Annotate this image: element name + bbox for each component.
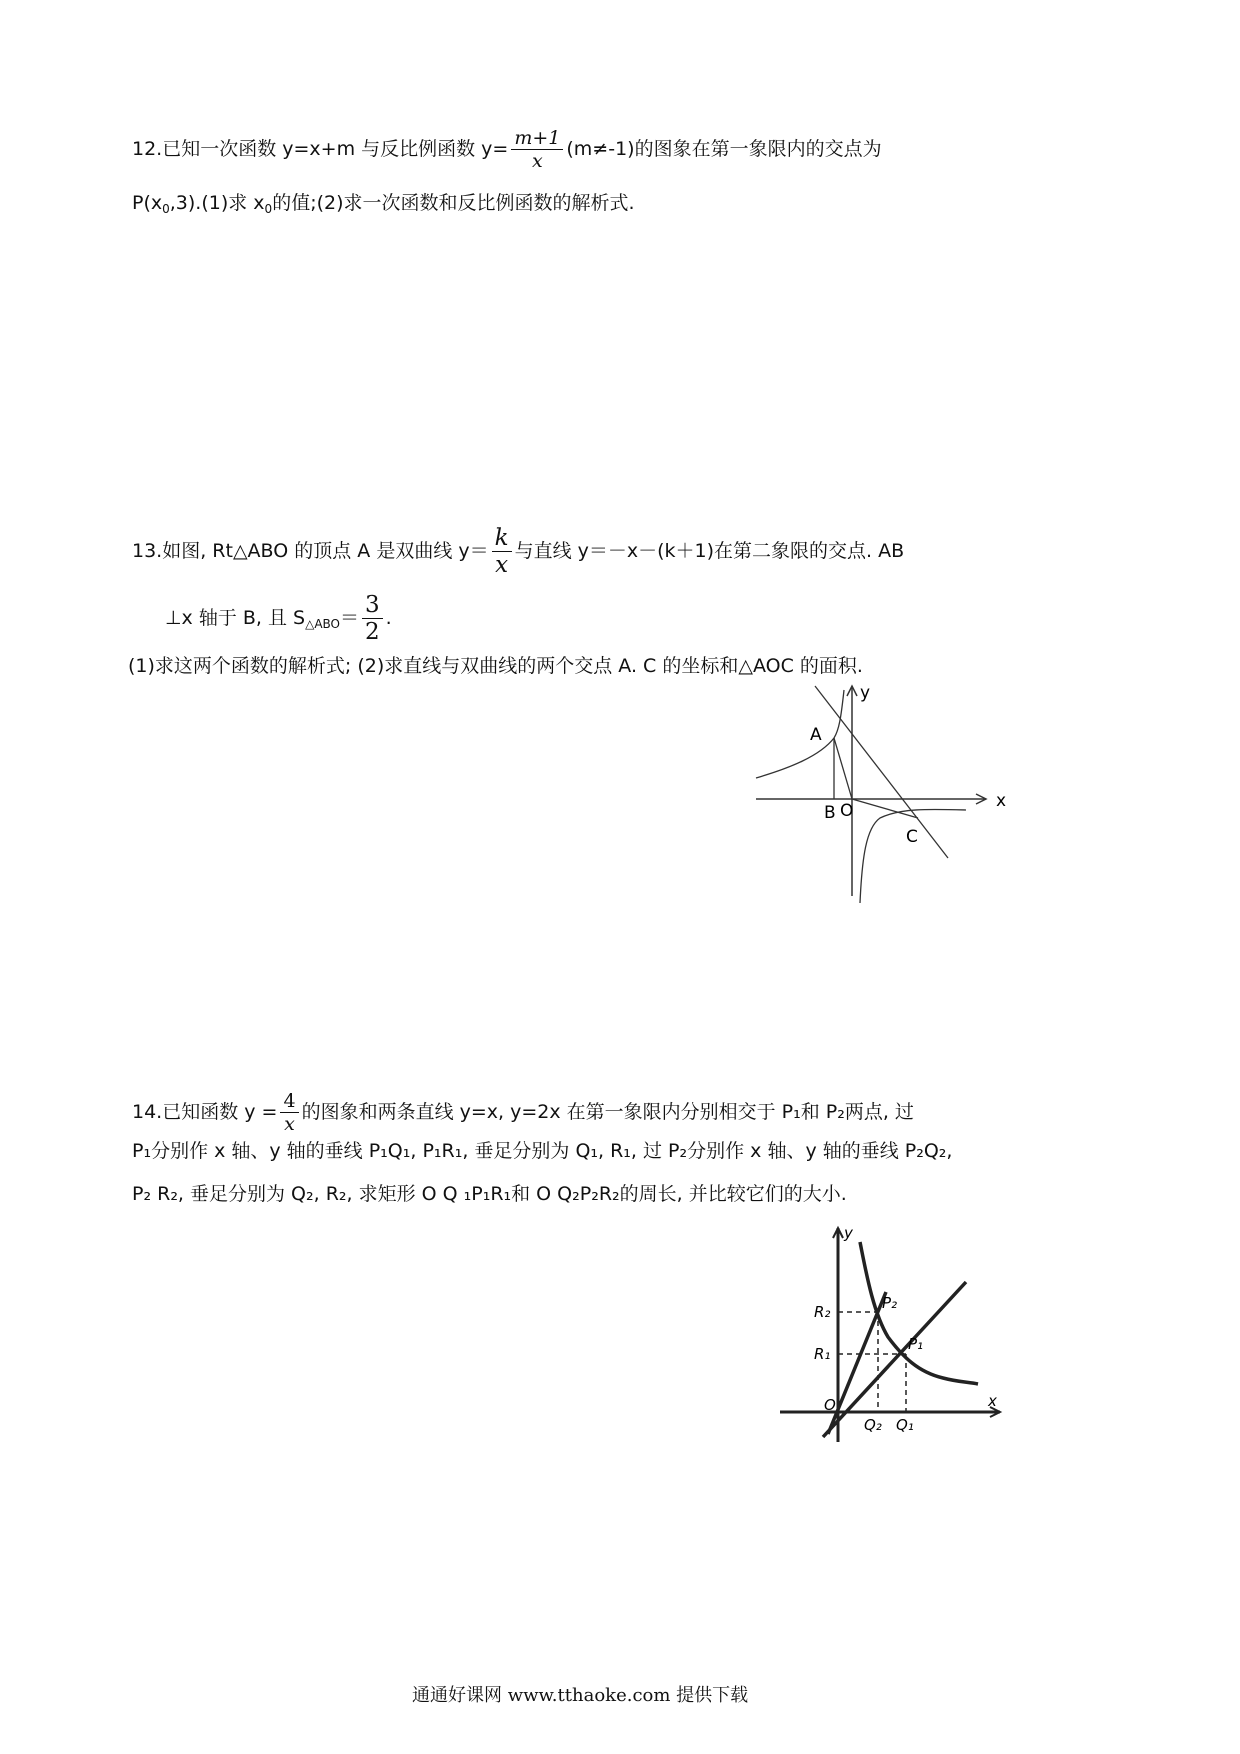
q14-line1 (132, 1090, 914, 1135)
q13-segment-AO (834, 738, 852, 799)
q13-frac2-numerator: 3 (362, 592, 383, 619)
q14-figure (778, 1222, 1018, 1452)
q13-text-a: 13.如图, Rt△ABO 的顶点 A 是双曲线 y＝ (132, 540, 489, 562)
q13-label-B: B (824, 803, 836, 823)
q14-label-x: x (988, 1392, 997, 1410)
q13-fraction (492, 525, 512, 578)
q13-hyperbola-right (860, 809, 966, 903)
footer-source: 通通好课网 www.tthaoke.com 提供下载 (412, 1685, 749, 1706)
q13-figure (740, 678, 1020, 908)
q12-text-a: 12.已知一次函数 y=x+m 与反比例函数 y= (132, 138, 509, 160)
q13-line1 (132, 525, 904, 578)
q13-label-y: y (860, 683, 871, 703)
q12-fraction (511, 127, 563, 172)
q13-text-d: ＝ (340, 607, 360, 629)
q12-text-e: 的值;(2)求一次函数和反比例函数的解析式. (272, 192, 635, 214)
q14-line2: P₁分别作 x 轴、y 轴的垂线 P₁Q₁, P₁R₁, 垂足分别为 Q₁, R₁, 过 P₂分别作 x 轴、y 轴的垂线 P₂Q₂, (132, 1140, 953, 1162)
q13-frac2-denominator: 2 (365, 619, 380, 645)
q12-line2 (132, 190, 635, 222)
q14-line3: P₂ R₂, 垂足分别为 Q₂, R₂, 求矩形 O Q ₁P₁R₁和 O Q₂P₂R₂的周长, 并比较它们的大小. (132, 1183, 847, 1205)
q12-text-c: P(x (132, 192, 163, 214)
q12-sub: 0 (162, 202, 170, 216)
q13-sub: △ABO (305, 617, 340, 631)
q13-label-C: C (906, 827, 918, 847)
q13-line3: (1)求这两个函数的解析式; (2)求直线与双曲线的两个交点 A. C 的坐标和△AOC 的面积. (128, 655, 863, 677)
q12-text-d: ,3).(1)求 x (169, 192, 265, 214)
q12-frac-denominator: x (532, 150, 543, 172)
q12-text-b: (m≠-1)的图象在第一象限内的交点为 (566, 138, 882, 160)
q13-frac-denominator: x (495, 552, 509, 578)
q12-frac-numerator: m+1 (511, 127, 563, 150)
q14-label-R2: R₂ (814, 1303, 831, 1321)
q13-line2 (165, 592, 392, 645)
q14-text-b: 的图象和两条直线 y=x, y=2x 在第一象限内分别相交于 P₁和 P₂两点, 过 (301, 1101, 914, 1123)
q13-label-O: O (840, 801, 854, 821)
q13-frac-numerator: k (492, 525, 512, 552)
q13-text-b: 与直线 y＝－x－(k＋1)在第二象限的交点. AB (514, 540, 905, 562)
q14-label-Q1: Q₁ (896, 1416, 914, 1434)
q14-fraction (280, 1090, 298, 1135)
q14-label-P1: P₁ (908, 1335, 924, 1353)
q13-text-e: . (385, 607, 392, 629)
q13-label-x: x (996, 791, 1007, 811)
q14-text-a: 14.已知函数 y = (132, 1101, 278, 1123)
q14-label-O: O (824, 1396, 836, 1414)
q13-label-A: A (810, 725, 822, 745)
q14-label-Q2: Q₂ (864, 1416, 882, 1434)
q14-frac-denominator: x (284, 1113, 295, 1135)
q14-label-P2: P₂ (882, 1294, 898, 1312)
q13-text-c: ⊥x 轴于 B, 且 S (165, 607, 306, 629)
q13-hyperbola-left (756, 690, 844, 778)
q12-sub2: 0 (264, 202, 273, 216)
q13-line (815, 686, 948, 858)
q12-line1 (132, 127, 882, 172)
q14-frac-numerator: 4 (280, 1090, 298, 1113)
q13-fraction-2 (362, 592, 383, 645)
q14-label-y: y (844, 1224, 853, 1242)
q14-label-R1: R₁ (814, 1345, 831, 1363)
